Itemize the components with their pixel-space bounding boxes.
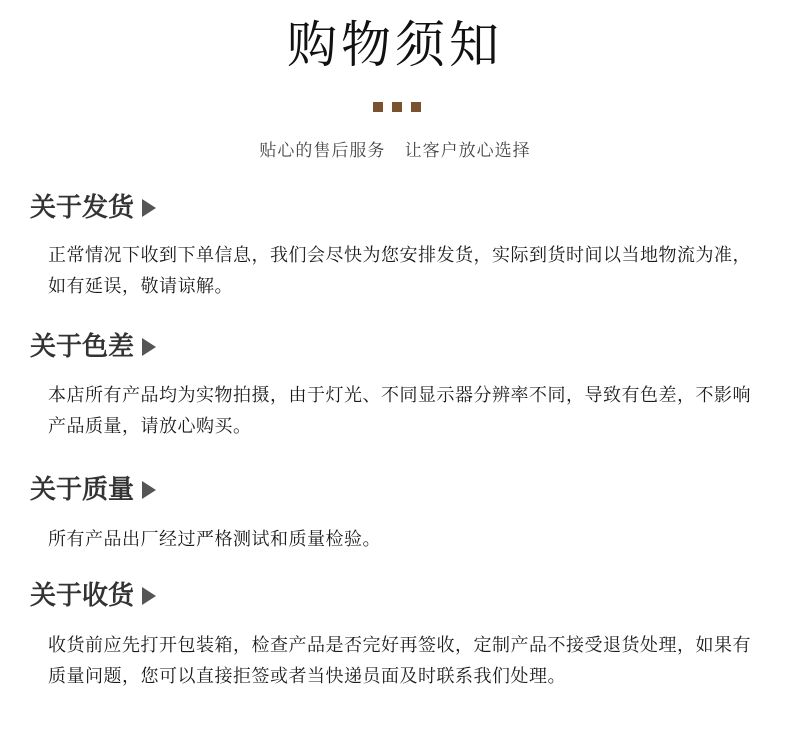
section-body-receiving: 收货前应先打开包装箱，检查产品是否完好再签收，定制产品不接受退货处理，如果有质量问题，您可以直接拒签或者当快递员面及时联系我们处理。 — [48, 635, 751, 687]
section-body-shipping: 正常情况下收到下单信息，我们会尽快为您安排发货，实际到货时间以当地物流为准，如有延误，敬请谅解。 — [48, 245, 751, 297]
dot-icon — [373, 102, 383, 112]
section-body-color-difference: 本店所有产品均为实物拍摄，由于灯光、不同显示器分辨率不同，导致有色差，不影响产品质量，请放心购买。 — [48, 385, 751, 437]
page-subtitle: 贴心的售后服务 让客户放心选择 — [259, 141, 531, 161]
play-triangle-icon — [142, 338, 156, 356]
dot-icon — [411, 102, 421, 112]
play-triangle-icon — [142, 481, 156, 499]
section-heading-color-difference — [30, 329, 156, 365]
dot-icon — [392, 102, 402, 112]
page-title: 购物须知 — [287, 16, 503, 74]
section-heading-quality — [30, 472, 156, 508]
section-heading-receiving — [30, 578, 156, 614]
play-triangle-icon — [142, 199, 156, 217]
play-triangle-icon — [142, 587, 156, 605]
section-heading-shipping — [30, 190, 156, 226]
section-heading-label: 关于色差 — [30, 332, 135, 362]
section-heading-label: 关于收货 — [30, 581, 135, 611]
section-heading-label: 关于质量 — [30, 475, 135, 505]
decorative-dots — [373, 102, 421, 112]
section-heading-label: 关于发货 — [30, 193, 135, 223]
section-body-quality: 所有产品出厂经过严格测试和质量检验。 — [48, 529, 381, 550]
